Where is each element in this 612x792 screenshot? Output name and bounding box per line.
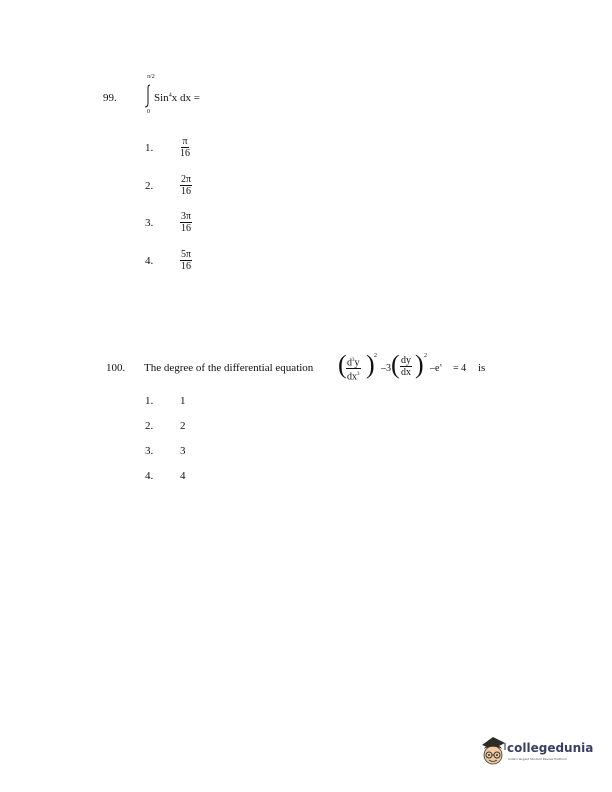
option-value: 3 [180,445,186,457]
d-symbol: d [347,357,352,369]
order-exponent: 3 [352,358,355,363]
option-value: 2 [180,420,186,432]
option-label: 3. [145,445,154,457]
fraction-numerator: 3π [181,211,192,222]
fraction-numerator: 2π [181,174,192,185]
question-text: The degree of the differential equation [144,362,314,374]
question-number: 99. [103,92,117,104]
e-exponent: x [439,363,442,369]
fraction-denominator: 16 [180,148,190,159]
fraction-numerator: dy [401,355,411,366]
right-paren-1: ) [366,350,375,379]
third-derivative-fraction [346,355,361,383]
order-exponent: 3 [357,372,360,378]
power-2: 2 [424,353,427,359]
fraction-denominator [347,369,360,382]
option-value: 1 [180,395,186,407]
integral-lower-limit: 0 [147,109,150,115]
option-fraction [180,136,190,159]
brand-tagline: India's largest Student Review Platform [508,757,568,761]
collegedunia-logo [478,733,594,773]
minus-exponential [430,363,442,374]
equation-rhs: = 4 [453,363,467,374]
integral-sign-icon [143,83,153,109]
left-paren-1: ( [338,350,347,379]
fraction-denominator: 16 [181,223,192,234]
integral-expression [154,92,200,104]
option-label: 4. [145,470,154,482]
brand-name: collegedunia [507,741,594,755]
student-mascot-icon [478,733,508,769]
first-derivative-fraction [400,355,412,378]
fraction-denominator: 16 [181,186,192,197]
question-tail: is [478,362,486,374]
integral-upper-limit: π/2 [147,74,155,80]
fraction-numerator: 5π [181,249,192,260]
option-label: 1. [145,142,154,154]
e-symbol: –e [430,363,440,374]
option-label: 3. [145,217,154,229]
power-1: 2 [374,353,377,359]
left-paren-2: ( [391,350,400,379]
option-label: 2. [145,420,154,432]
fraction-denominator: dx [401,367,411,378]
fraction-numerator [346,355,361,369]
expr-tail: x dx = [171,92,200,104]
fraction-denominator: 16 [181,261,192,272]
option-label: 1. [145,395,154,407]
expr-power: 4 [168,92,172,99]
right-paren-2: ) [415,350,424,379]
option-fraction [180,211,192,234]
minus-three: –3 [381,363,391,374]
option-label: 4. [145,255,154,267]
option-fraction [180,249,192,272]
option-fraction [180,174,192,197]
question-number: 100. [106,362,126,374]
expr-function: Sin [154,92,169,104]
option-label: 2. [145,180,154,192]
option-value: 4 [180,470,186,482]
dependent-var: y [354,357,360,369]
fraction-numerator: π [182,136,188,147]
dx-symbol: dx [347,371,357,383]
